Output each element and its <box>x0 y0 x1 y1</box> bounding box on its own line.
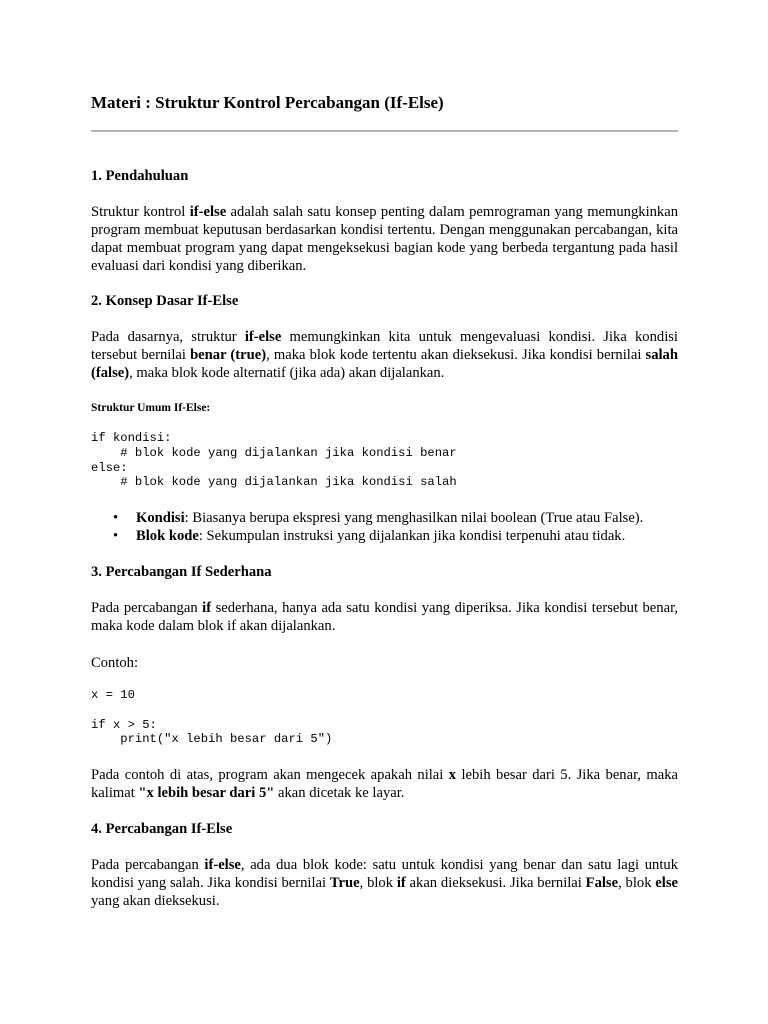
section-heading-if-else: 4. Percabangan If-Else <box>91 821 233 837</box>
bullet-icon: • <box>113 510 119 526</box>
paragraph-if-sederhana: Pada percabangan if sederhana, hanya ada satu kondisi yang diperiksa. Jika kondisi tersebut benar, maka kode dalam blok if akan dijalankan. <box>91 600 678 634</box>
list-item: • Blok kode: Sekumpulan instruksi yang dijalankan jika kondisi terpenuhi atau tidak. <box>113 528 626 544</box>
paragraph-if-else: Pada percabangan if-else, ada dua blok kode: satu untuk kondisi yang benar dan satu lagi untuk kondisi yang salah. Jika kondisi bernilai True, blok if akan dieksekusi. Jika bernilai False, blok else yang akan dieksekusi. <box>91 857 678 909</box>
title-divider <box>91 130 678 132</box>
paragraph-konsep-dasar: Pada dasarnya, struktur if-else memungkinkan kita untuk mengevaluasi kondisi. Jika kondisi tersebut bernilai benar (true), maka blok kode tertentu akan dieksekusi. Jika kondisi bernilai salah (false), maka blok kode alternatif (jika ada) akan dijalankan. <box>91 329 678 381</box>
section-heading-pendahuluan: 1. Pendahuluan <box>91 168 189 184</box>
subheading-struktur-umum: Struktur Umum If-Else: <box>91 402 211 414</box>
list-item: • Kondisi: Biasanya berupa ekspresi yang menghasilkan nilai boolean (True atau False). <box>113 510 644 526</box>
section-heading-if-sederhana: 3. Percabangan If Sederhana <box>91 564 272 580</box>
example-label: Contoh: <box>91 655 139 671</box>
code-block-contoh: x = 10 if x > 5: print("x lebih besar dari 5") <box>91 688 333 747</box>
paragraph-pendahuluan: Struktur kontrol if-else adalah salah satu konsep penting dalam pemrograman yang memungkinkan program membuat keputusan berdasarkan kondisi tertentu. Dengan menggunakan percabangan, kita dapat membuat program yang dapat mengeksekusi bagian kode yang berbeda tergantung pada hasil evaluasi dari kondisi yang diberikan. <box>91 204 678 274</box>
bullet-icon: • <box>113 528 119 544</box>
definition-list <box>91 509 678 545</box>
section-heading-konsep-dasar: 2. Konsep Dasar If-Else <box>91 293 239 309</box>
code-block-struktur-umum: if kondisi: # blok kode yang dijalankan jika kondisi benar else: # blok kode yang dijalankan jika kondisi salah <box>91 431 457 490</box>
paragraph-penjelasan-contoh: Pada contoh di atas, program akan mengecek apakah nilai x lebih besar dari 5. Jika benar, maka kalimat "x lebih besar dari 5" akan dicetak ke layar. <box>91 767 679 801</box>
page-title: Materi : Struktur Kontrol Percabangan (If-Else) <box>91 93 444 112</box>
